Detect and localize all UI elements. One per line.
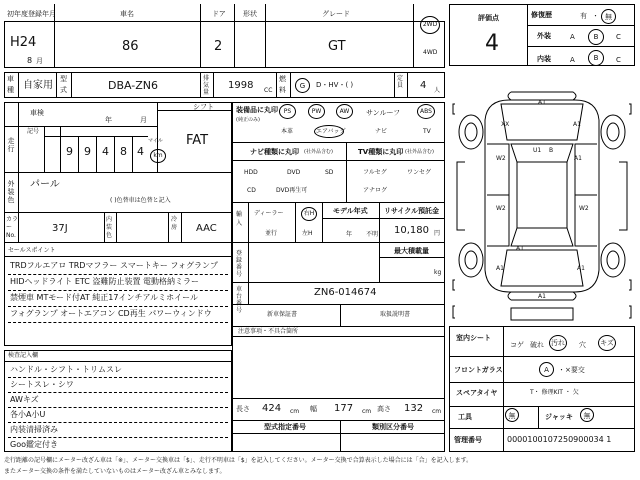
drive-4wd: 4WD [423, 49, 438, 56]
mark-right-rear-door: W2 [579, 205, 589, 212]
doors-value: 2 [214, 39, 223, 54]
selling-point-2: HIDヘッドライト ETC 盗難防止装置 電動格納ミラー [10, 277, 199, 286]
seat-scratch-circle: キズ [598, 335, 616, 351]
selling-point-3: 禁煙車 MTモード付AT 純正17インチアルミホイール [10, 293, 198, 302]
mileage-digit-3: 4 [102, 145, 109, 158]
vin-value: ZN6-014674 [314, 287, 377, 298]
selling-point-1: TRDフルエアロ TRDマフラー スマートキー フォグランプ [10, 261, 218, 270]
inspector-line-6: Goo鑑定付き [10, 440, 58, 449]
int-grade-circle: B [588, 50, 604, 66]
glass-a-circle: A [539, 362, 554, 377]
mileage-digit-4: 8 [120, 145, 127, 158]
inspector-line-1: ハンドル・シフト・トリムスレ [10, 365, 122, 374]
month-unit: 月 [36, 57, 43, 65]
equip-pw: PW [308, 104, 325, 119]
inspector-line-2: シートスレ・シワ [10, 380, 74, 389]
mgmt-number: 0000100107250900034 1 [507, 435, 612, 444]
body-label: 形状 [243, 10, 257, 18]
mileage-digit-1: 9 [66, 145, 73, 158]
mark-front-bumper: A1 [538, 99, 546, 106]
selling-point-4: フォグランプ オートエアコン CD再生 パワーウィンドウ [10, 309, 212, 318]
footer-note-2: またメーター交換の条件を満たしていないものはメーター改ざん車とみなします。 [4, 468, 226, 475]
ac-value: AAC [196, 223, 217, 234]
mark-rear-panel: A1 [516, 245, 524, 252]
fuel-options: D・HV・( ) [316, 81, 354, 89]
mark-rear-bumper: A1 [538, 293, 546, 300]
type-value: DBA-ZN6 [108, 79, 159, 92]
fuel-gas-circle: G [295, 78, 310, 93]
exterior-label: 外装色 [7, 180, 15, 204]
mark-right-quarter: A1 [577, 265, 585, 272]
equip-aw: AW [336, 104, 353, 119]
equip-ps: PS [279, 104, 296, 119]
repair-no-circle: 無 [601, 9, 616, 24]
mileage-label: 走行 [7, 137, 15, 153]
grade-value: GT [328, 39, 346, 54]
mileage-digit-2: 9 [84, 145, 91, 158]
mark-roof: B [549, 147, 554, 154]
jack-none-circle: 無 [580, 408, 594, 422]
ext-grade-circle: B [588, 29, 604, 45]
recycle-value: 10,180 [394, 225, 429, 236]
model-name-label: 車名 [120, 10, 134, 18]
grade-label: グレード [322, 10, 350, 18]
selling-points-label: セールスポイント [8, 247, 56, 254]
mileage-digit-5: 4 [137, 145, 144, 158]
km-circle: km [150, 149, 166, 163]
equip-abs: ABS [417, 104, 435, 119]
first-reg-month: 8 [27, 56, 33, 65]
doors-label: ドア [212, 10, 226, 18]
shift-label: シフト [193, 103, 214, 111]
seat-dirty-circle: 汚れ [549, 335, 567, 351]
inspector-line-4: 各小A小U [10, 410, 46, 419]
score-value: 4 [485, 31, 499, 56]
drive-2wd-circle: 2WD [420, 16, 440, 34]
model-name: 86 [122, 39, 139, 54]
width-value: 177 [334, 403, 354, 414]
footer-note-1: 走行距離の記号欄にメーター改ざん車は「※」、メーター交換車は「$」、走行不明車は「$」を記入してください。メーター交換で合算表示した場合には「合」を記入します。 [4, 457, 473, 464]
usage-value: 自家用 [23, 80, 53, 91]
mark-left-rear-door: W2 [496, 205, 506, 212]
length-value: 424 [262, 403, 282, 414]
first-reg-era: H24 [10, 35, 37, 50]
first-reg-label: 初年度登録年月 [7, 10, 56, 18]
mark-hood-right: A1 [573, 121, 581, 128]
tools-none-circle: 無 [505, 408, 519, 422]
handle-right-circle: 右H [301, 207, 317, 221]
exterior-color: パール [30, 179, 60, 190]
displacement-value: 1998 [228, 80, 254, 91]
inspection-label: 車検 [30, 109, 44, 117]
color-code-value: 37J [52, 223, 68, 234]
capacity-value: 4 [420, 80, 427, 91]
shift-value: FAT [186, 133, 209, 148]
mark-right-front: A1 [574, 155, 582, 162]
mark-left-front-door: W2 [496, 155, 506, 162]
mark-left-fender: XX [501, 121, 510, 128]
height-value: 132 [404, 403, 424, 414]
inspector-line-3: AWキズ [10, 395, 39, 404]
mark-roof-note: U1 [533, 147, 542, 154]
inspector-line-5: 内装清掃済み [10, 425, 58, 434]
mark-left-quarter: A1 [496, 265, 504, 272]
car-diagram [449, 70, 635, 326]
